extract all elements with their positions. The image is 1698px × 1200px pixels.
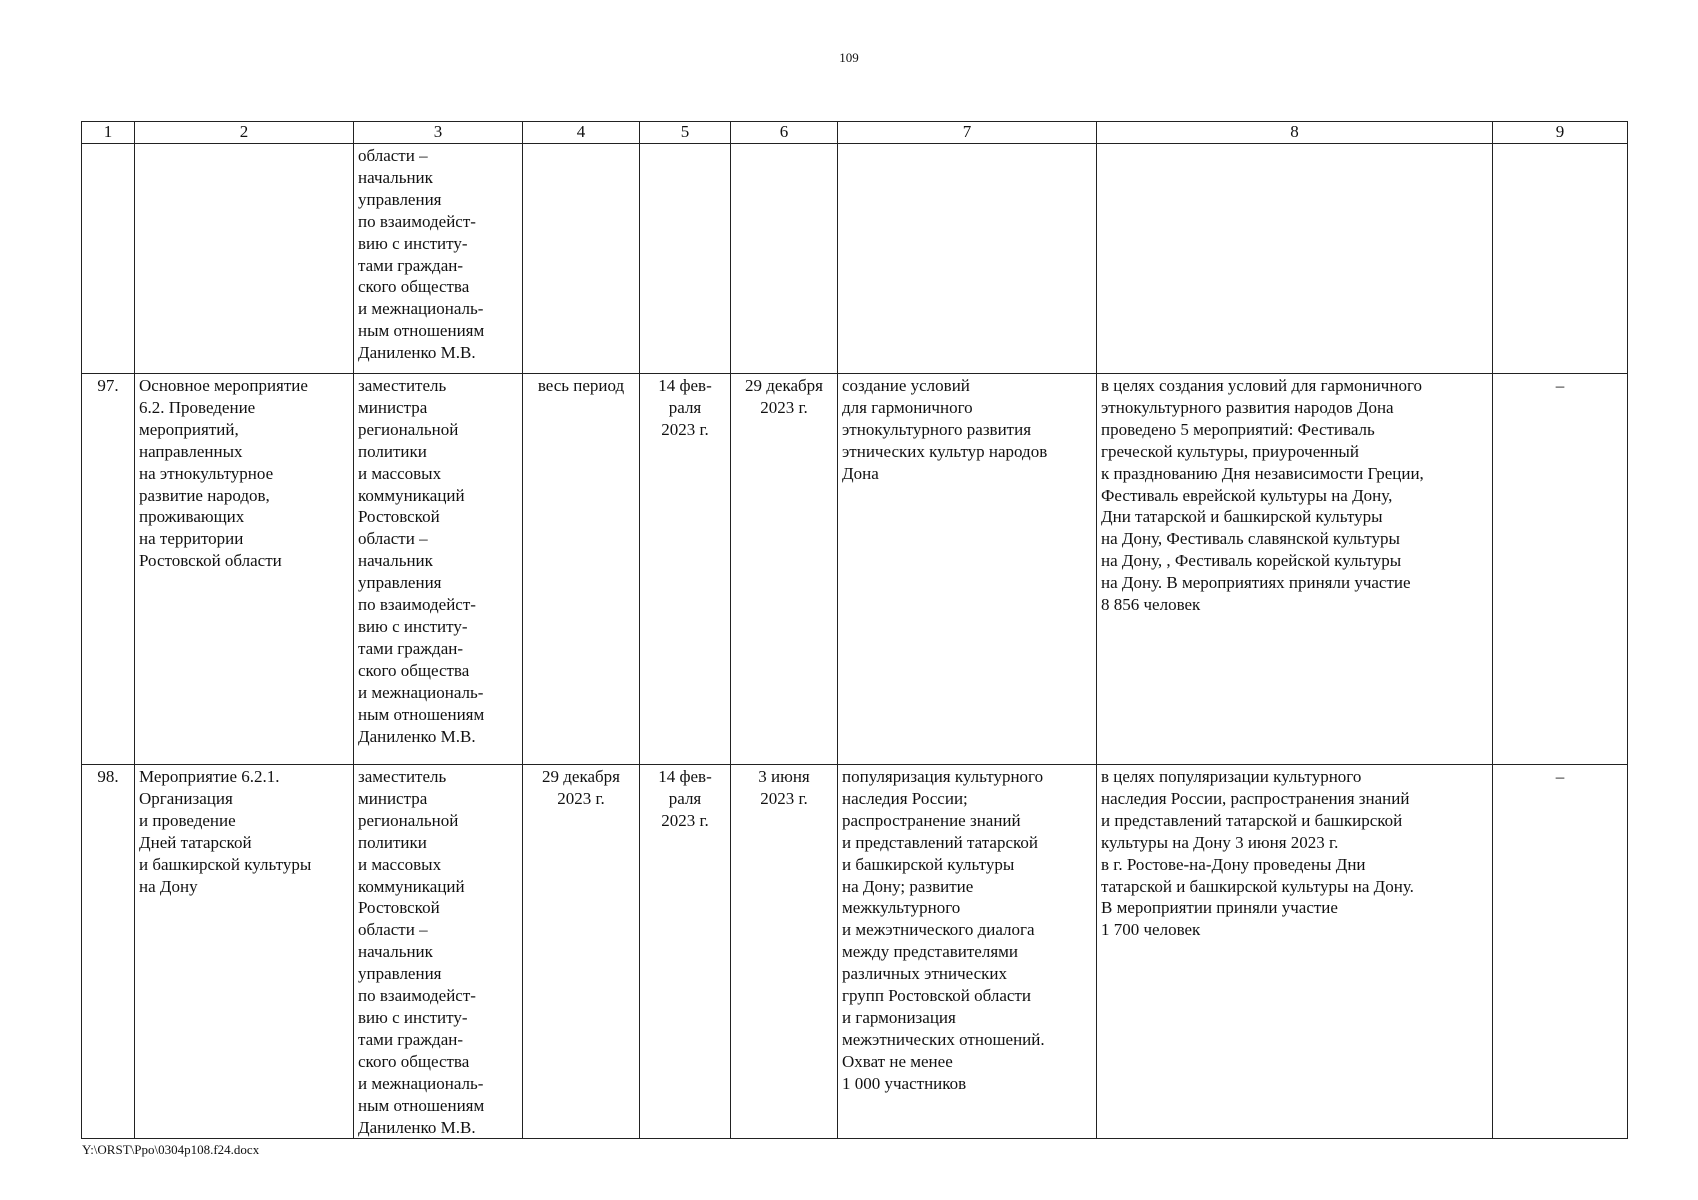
planned-date: весь период (523, 374, 640, 765)
header-cell: 5 (640, 122, 731, 144)
activity-name: Основное мероприятие 6.2. Проведение мероприятий, направленных на этнокультурное развитие народов, проживающих на территории Ростовской области (135, 374, 354, 765)
start-date (640, 144, 731, 374)
end-date: 3 июня 2023 г. (731, 765, 838, 1139)
responsible-person: заместитель министра региональной политики и массовых коммуникаций Ростовской области – начальник управления по взаимодейст- вию с институ- тами граждан- ского общества и межнациональ- ным отношениям Даниленко М.В. (354, 374, 523, 765)
expected-result (838, 144, 1097, 374)
header-row (82, 122, 1628, 144)
header-cell: 8 (1097, 122, 1493, 144)
responsible-person: заместитель министра региональной политики и массовых коммуникаций Ростовской области – начальник управления по взаимодейст- вию с институ- тами граждан- ского общества и межнациональ- ным отношениям Даниленко М.В. (354, 765, 523, 1139)
table-row (82, 374, 1628, 765)
row-number: 97. (82, 374, 135, 765)
end-date: 29 декабря 2023 г. (731, 374, 838, 765)
header-cell: 3 (354, 122, 523, 144)
problems-cell: – (1493, 765, 1628, 1139)
activity-name: Мероприятие 6.2.1. Организация и проведение Дней татарской и башкирской культуры на Дону (135, 765, 354, 1139)
report-table (81, 121, 1628, 1139)
page-number: 109 (839, 50, 859, 65)
responsible-person: области – начальник управления по взаимодейст- вию с институ- тами граждан- ского общества и межнациональ- ным отношениям Даниленко М.В. (354, 144, 523, 374)
header-cell: 7 (838, 122, 1097, 144)
table-row (82, 765, 1628, 1139)
end-date (731, 144, 838, 374)
header-cell: 1 (82, 122, 135, 144)
planned-date (523, 144, 640, 374)
header-cell: 4 (523, 122, 640, 144)
actual-result: в целях популяризации культурного наследия России, распространения знаний и представлений татарской и башкирской культуры на Дону 3 июня 2023 г. в г. Ростове-на-Дону проведены Дни татарской и башкирской культуры на Дону. В мероприятии приняли участие 1 700 человек (1097, 765, 1493, 1139)
row-number: 98. (82, 765, 135, 1139)
start-date: 14 фев- раля 2023 г. (640, 765, 731, 1139)
row-number (82, 144, 135, 374)
actual-result: в целях создания условий для гармоничного этнокультурного развития народов Дона проведено 5 мероприятий: Фестиваль греческой культуры, приуроченный к празднованию Дня независимости Греции, Фестиваль еврейской культуры на Дону, Дни татарской и башкирской культуры на Дону, Фестиваль славянской культуры на Дону, , Фестиваль корейской культуры на Дону. В мероприятиях приняли участие 8 856 человек (1097, 374, 1493, 765)
start-date: 14 фев- раля 2023 г. (640, 374, 731, 765)
activity-name (135, 144, 354, 374)
table-row (82, 144, 1628, 374)
problems-cell (1493, 144, 1628, 374)
expected-result: популяризация культурного наследия России; распространение знаний и представлений татарской и башкирской культуры на Дону; развитие межкультурного и межэтнического диалога между представителями различных этнических групп Ростовской области и гармонизация межэтнических отношений. Охват не менее 1 000 участников (838, 765, 1097, 1139)
header-cell: 6 (731, 122, 838, 144)
header-cell: 9 (1493, 122, 1628, 144)
problems-cell: – (1493, 374, 1628, 765)
expected-result: создание условий для гармоничного этнокультурного развития этнических культур народов Дона (838, 374, 1097, 765)
planned-date: 29 декабря 2023 г. (523, 765, 640, 1139)
footer-file-path: Y:\ORST\Ppo\0304p108.f24.docx (82, 1142, 260, 1157)
header-cell: 2 (135, 122, 354, 144)
actual-result (1097, 144, 1493, 374)
